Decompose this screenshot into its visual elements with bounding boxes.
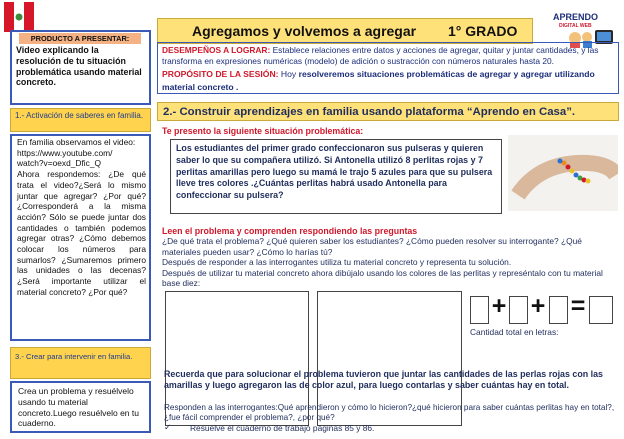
video-link-2[interactable]: watch?v=oexd_Dfic_Q (17, 158, 102, 169)
leen-heading: Leen el problema y comprenden respondiendo las preguntas (162, 226, 418, 236)
equation-box-1[interactable] (470, 296, 489, 324)
responden-text: Responden a las interrogantes:Qué aprendieron y cómo lo hicieron?¿qué hicieron para saber cuántas perlitas hay en total?, ¿fue fácil comprender el problema?, ¿por qué? (164, 403, 615, 423)
equals-sign: = (570, 292, 586, 320)
proposito-text: PROPÓSITO DE LA SESIÓN: Hoy resolveremos situaciones problemáticas de agregar y agregar utilizando material concreto . (162, 69, 595, 92)
step1-box (10, 108, 151, 132)
question-3: Después de utilizar tu material concreto ahora dibújalo usando los colores de las perlitas y represéntalo con tu material base diez: (162, 267, 603, 289)
check-icon: ✓ (164, 422, 172, 432)
total-letters-line[interactable] (470, 340, 618, 341)
equation-box-3[interactable] (549, 296, 568, 324)
video-link-1[interactable]: https://www.youtube.com/ (17, 147, 113, 158)
video-questions: Ahora respondemos: ¿De qué trata el video?¿Será lo mismo juntar que agregar? ¿Por qué? ¿Corresponderá a la misma acción? Sólo se puede juntar dos cantidades o también podemos agregar otras? ¿Cómo debemos colocar los números para sumarlos? ¿Sumaremos primero las unidades o las decenas? ¿Será importante utilizar el material concreto? ¿Por qué? (17, 169, 146, 297)
plus-sign-2: + (530, 292, 546, 320)
step2-label: 2.- Construir aprendizajes en familia usando plataforma “Aprendo en Casa”. (163, 106, 576, 118)
plus-sign-1: + (491, 292, 507, 320)
product-box (10, 30, 151, 105)
questions-block (162, 236, 618, 289)
question-1: ¿De qué trata el problema? ¿Qué quieren saber los estudiantes? ¿Cómo pueden resolver su interrogante? ¿Qué materiales pueden usar? ¿Cómo lo harías tú? (162, 236, 582, 257)
product-text: Video explicando la resolución de tu situación problemática usando material concreto. (16, 45, 142, 88)
desempenos-text: DESEMPEÑOS A LOGRAR: Establece relaciones entre datos y acciones de agregar, quitar y juntar cantidades, y las transforma en expresiones numéricas (modelo) de adición o sustracción con números naturales hasta 20. (162, 45, 599, 66)
aprendo-logo: APRENDO DIGITAL WEB (535, 10, 622, 48)
peru-flag (4, 2, 34, 32)
video-intro: En familia observamos el video: (17, 137, 136, 147)
page-title: Agregamos y volvemos a agregar (192, 23, 417, 39)
step3-box (10, 347, 151, 379)
product-heading: PRODUCTO A PRESENTAR: (19, 33, 141, 44)
step1-label: 1.- Activación de saberes en familia. (15, 111, 144, 120)
create-box (10, 381, 151, 433)
problem-box (170, 139, 502, 214)
create-text: Crea un problema y resuélvelo usando tu material concreto.Luego resuélvelo en tu cuaderno. (18, 386, 139, 429)
presento-heading: Te presento la siguiente situación problemática: (162, 126, 364, 136)
resuelve-text: Resuelve el cuaderno de trabajo páginas 85 y 86. (190, 423, 375, 433)
problem-text: Los estudiantes del primer grado confeccionaron sus pulseras y quieren saber lo que su compañera utilizó. Si Antonella utilizó 8 perlitas rojas y 7 perlitas amarillas pero luego su mamá le trajo 5 azules para que su pulsera lleve tres colores .¿Cuántas perlitas habrá usado Antonella para confeccionar su pulsera? (176, 143, 493, 201)
grade-label: 1° GRADO (448, 23, 518, 39)
video-box-content (17, 137, 146, 298)
equation-result-box[interactable] (589, 296, 613, 324)
recuerda-text: Recuerda que para solucionar el problema tuvieron que juntar las cantidades de las perlas rojas con las amarillas y luego agregaron las de color azul, para luego contarlas y saber cuántas hay en total. (164, 369, 603, 391)
step2-banner (157, 102, 619, 121)
question-2: Después de responder a las interrogantes utiliza tu material concreto y representa tu solución. (162, 257, 512, 268)
bracelet-photo (508, 135, 618, 211)
title-bar (157, 18, 533, 44)
step3-label: 3.- Crear para intervenir en familia. (15, 352, 133, 361)
total-label: Cantidad total en letras: (470, 327, 559, 337)
equation-box-2[interactable] (509, 296, 528, 324)
